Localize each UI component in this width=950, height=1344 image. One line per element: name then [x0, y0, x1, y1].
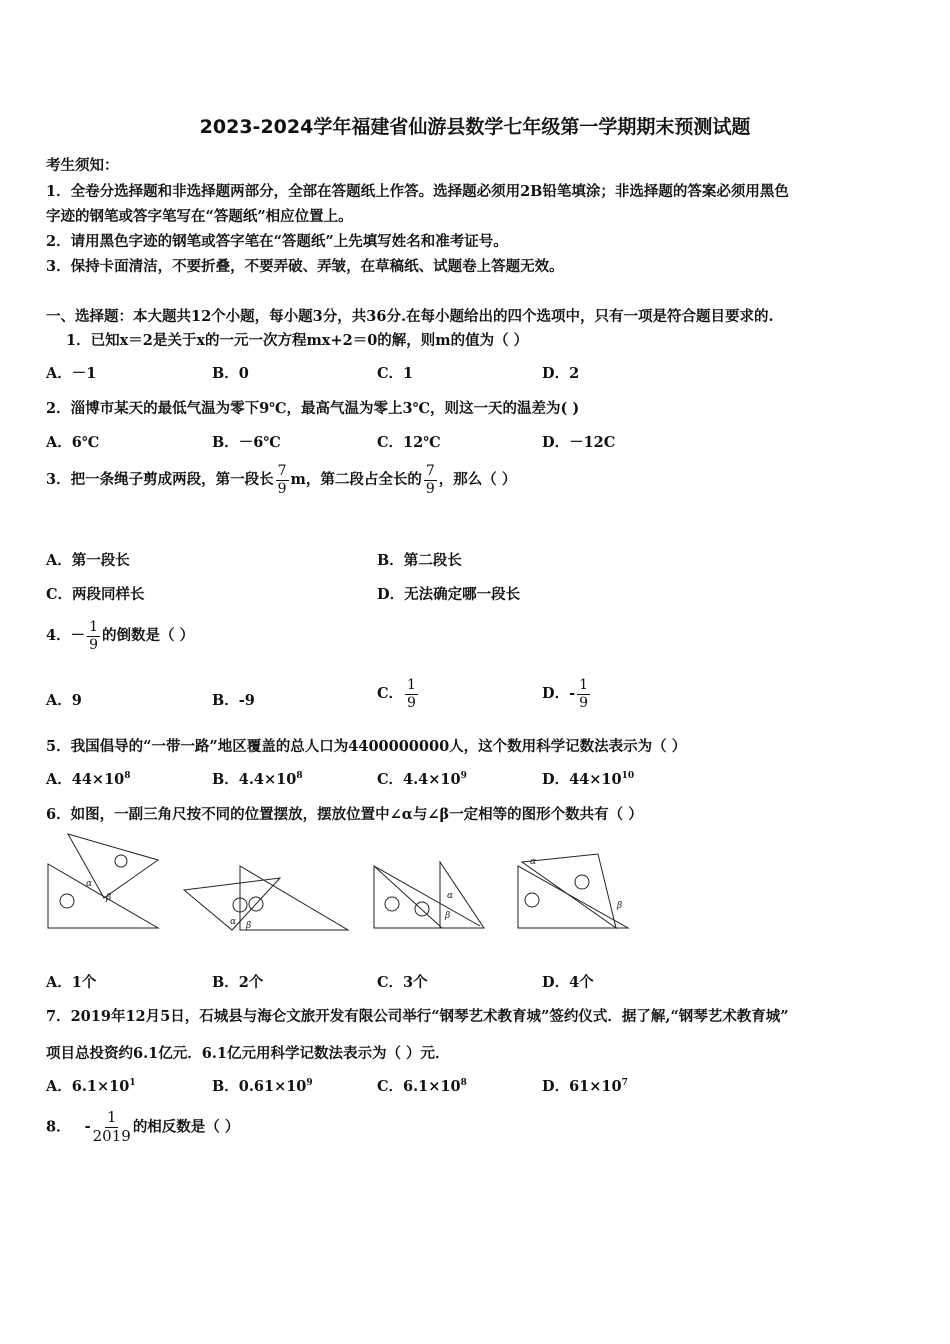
- question-1-option-d[interactable]: D．2: [542, 365, 580, 382]
- alpha-label: α: [230, 917, 237, 927]
- option-label: C．: [377, 685, 404, 703]
- question-7-option-b[interactable]: [212, 1075, 313, 1096]
- question-2-stem: 2．淄博市某天的最低气温为零下9℃，最高气温为零上3℃，则这一天的温差为( ): [46, 400, 580, 417]
- question-8-fraction: [93, 1110, 131, 1145]
- exponent: 7: [621, 1078, 628, 1089]
- question-3-text-post: ，那么（ ）: [438, 471, 517, 489]
- option-text: A．44×10: [46, 771, 125, 788]
- fraction-denominator: 9: [89, 636, 99, 653]
- question-6-stem: 6．如图，一副三角尺按不同的位置摆放，摆放位置中∠α与∠β一定相等的图形个数共有（ ）: [46, 806, 643, 823]
- question-3-fraction-1: [276, 464, 289, 496]
- option-text: B．4.4×10: [212, 771, 297, 788]
- question-3-text-mid: m，第二段占全长的: [290, 471, 422, 489]
- question-2-option-b[interactable]: B．－6℃: [212, 434, 281, 451]
- question-7-option-a[interactable]: [46, 1075, 136, 1096]
- question-3-stem: [46, 464, 516, 496]
- exponent: 9: [306, 1078, 313, 1089]
- question-5-option-b[interactable]: [212, 768, 303, 789]
- beta-label: β: [617, 901, 623, 911]
- fraction-numerator: 7: [277, 463, 287, 479]
- exponent: 9: [460, 771, 467, 782]
- question-3-text-pre: 3．把一条绳子剪成两段，第一段长: [46, 471, 274, 489]
- question-3-option-c[interactable]: C．两段同样长: [46, 586, 145, 603]
- figure-2: [182, 860, 350, 934]
- question-8-text-post: 的相反数是（ ）: [132, 1118, 240, 1136]
- question-4-option-d[interactable]: [542, 678, 592, 710]
- beta-label: β: [106, 893, 112, 903]
- question-2-option-c[interactable]: C．12℃: [377, 434, 441, 451]
- question-1-option-c[interactable]: C．1: [377, 365, 414, 382]
- question-1-option-a[interactable]: A．－1: [46, 365, 97, 382]
- question-2-option-d[interactable]: D．－12C: [542, 434, 616, 451]
- question-8-sign: -: [84, 1118, 91, 1136]
- exponent: 1: [129, 1078, 136, 1089]
- question-5-option-c[interactable]: [377, 768, 467, 789]
- question-1-stem: 1．已知x＝2是关于x的一元一次方程mx+2＝0的解，则m的值为（ ）: [66, 332, 529, 349]
- option-label: D．-: [542, 685, 576, 703]
- question-8-stem: [46, 1110, 239, 1145]
- fraction-denominator: 9: [407, 694, 416, 711]
- fraction-denominator: 2019: [92, 1126, 131, 1145]
- fraction-denominator: 9: [579, 694, 589, 711]
- beta-label: β: [445, 911, 451, 921]
- fraction-numerator: 1: [89, 619, 99, 635]
- option-text: A．6.1×10: [46, 1078, 130, 1095]
- question-3-option-b[interactable]: B．第二段长: [377, 552, 462, 569]
- notice-item-3: 3．保持卡面清洁，不要折叠，不要弄破、弄皱，在草稿纸、试题卷上答题无效。: [46, 258, 564, 275]
- question-1-option-b[interactable]: B．0: [212, 365, 249, 382]
- notice-heading: 考生须知：: [46, 157, 119, 174]
- option-text: B．0.61×10: [212, 1078, 307, 1095]
- alpha-label: α: [447, 891, 454, 901]
- option-text: D．61×10: [542, 1078, 622, 1095]
- fraction-numerator: 1: [579, 677, 589, 693]
- question-5-stem: 5．我国倡导的“一带一路”地区覆盖的总人口为4400000000人，这个数用科学记数法表示为（ ）: [46, 738, 687, 755]
- beta-label: β: [246, 921, 252, 931]
- option-text: C．4.4×10: [377, 771, 461, 788]
- exponent: 8: [124, 771, 131, 782]
- question-4-option-c[interactable]: [377, 678, 420, 710]
- notice-item-2: 2．请用黑色字迹的钢笔或答字笔在“答题纸”上先填写姓名和准考证号。: [46, 233, 508, 250]
- question-4-option-c-fraction: [405, 678, 418, 710]
- fraction-numerator: 1: [407, 677, 416, 693]
- question-4-text-post: 的倒数是（ ）: [102, 627, 195, 645]
- question-4-option-b[interactable]: B．-9: [212, 692, 255, 709]
- question-5-option-a[interactable]: [46, 768, 131, 789]
- question-4-option-a[interactable]: A．9: [46, 692, 82, 709]
- question-5-option-d[interactable]: [542, 768, 634, 789]
- figure-3: [372, 860, 488, 934]
- question-4-stem: [46, 620, 194, 652]
- question-2-option-a[interactable]: A．6℃: [46, 434, 100, 451]
- question-3-fraction-2: [424, 464, 437, 496]
- notice-item-1-cont: 字迹的钢笔或答字笔写在“答题纸”相应位置上。: [46, 208, 353, 225]
- question-7-stem-line-2: 项目总投资约6.1亿元．6.1亿元用科学记数法表示为（ ）元．: [46, 1045, 450, 1062]
- option-text: C．6.1×10: [377, 1078, 461, 1095]
- question-7-option-d[interactable]: [542, 1075, 628, 1096]
- option-text: D．44×10: [542, 771, 622, 788]
- question-6-option-c[interactable]: C．3个: [377, 974, 428, 991]
- question-7-stem-line-1: 7．2019年12月5日，石城县与海仑文旅开发有限公司举行“钢琴艺术教育城”签约仪式．据了解,“钢琴艺术教育城”: [46, 1008, 789, 1025]
- question-4-fraction: [87, 620, 100, 652]
- question-4-text-pre: 4．－: [46, 627, 86, 645]
- fraction-numerator: 7: [425, 463, 435, 479]
- fraction-numerator: 1: [106, 1108, 117, 1126]
- figure-4: [514, 852, 632, 934]
- question-8-label: 8．: [46, 1118, 71, 1136]
- alpha-label: α: [86, 879, 93, 889]
- question-3-option-a[interactable]: A．第一段长: [46, 552, 130, 569]
- figure-1: [46, 830, 162, 934]
- question-6-option-d[interactable]: D．4个: [542, 974, 594, 991]
- fraction-denominator: 9: [277, 480, 287, 497]
- question-6-option-b[interactable]: B．2个: [212, 974, 264, 991]
- exponent: 10: [621, 771, 635, 782]
- question-3-option-d[interactable]: D．无法确定哪一段长: [377, 586, 521, 603]
- question-6-option-a[interactable]: A．1个: [46, 974, 97, 991]
- fraction-denominator: 9: [425, 480, 435, 497]
- question-4-option-d-fraction: [577, 678, 590, 710]
- section-heading: 一、选择题：本大题共12个小题，每小题3分，共36分.在每小题给出的四个选项中，只有一项是符合题目要求的.: [46, 308, 774, 325]
- exponent: 8: [296, 771, 303, 782]
- page-title: 2023-2024学年福建省仙游县数学七年级第一学期期末预测试题: [199, 116, 751, 138]
- question-7-option-c[interactable]: [377, 1075, 467, 1096]
- notice-item-1: 1．全卷分选择题和非选择题两部分，全部在答题纸上作答。选择题必须用2B铅笔填涂；非选择题的答案必须用黑色: [46, 183, 789, 200]
- exponent: 8: [460, 1078, 467, 1089]
- alpha-label: α: [530, 857, 537, 867]
